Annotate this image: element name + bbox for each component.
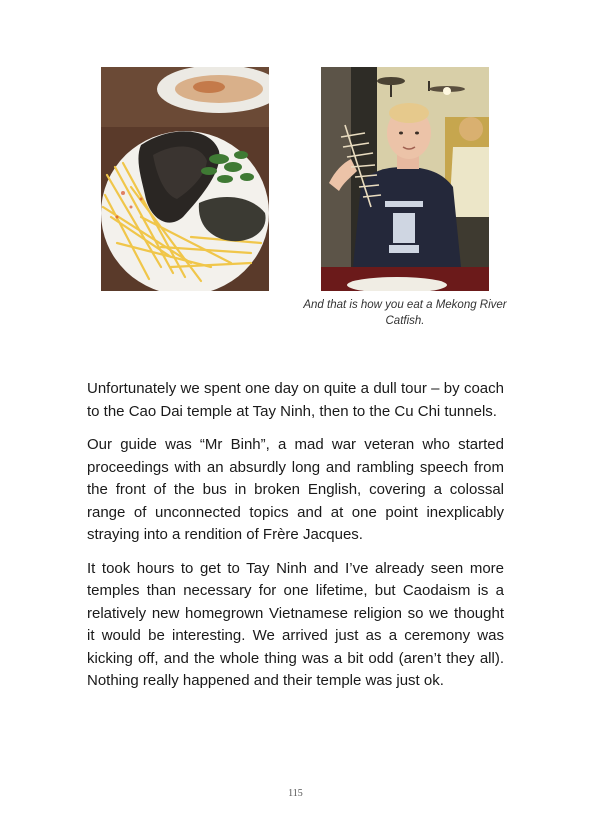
paragraph: It took hours to get to Tay Ninh and I’ve already seen more temples than necessary for one lifetime, but Caodaism is a relatively new homegrown Vietnamese religion so we thought it would be interesting. We arrived just as a ceremony was kicking off, and the whole thing was a bit odd (aren’t they all). Nothing really happened and their temple was just ok.: [87, 559, 504, 689]
catfish-dish-photo: [101, 67, 269, 291]
photo-caption: And that is how you eat a Mekong River Catfish.: [303, 299, 507, 327]
body-text: [87, 378, 504, 704]
paragraph: Unfortunately we spent one day on quite a dull tour – by coach to the Cao Dai temple at Tay Ninh, then to the Cu Chi tunnels.: [87, 380, 504, 420]
paragraph: Our guide was “Mr Binh”, a mad war veteran who started proceedings with an absurdly long and rambling speech from the front of the bus in broken English, covering a colossal range of unconnected topics and at one point inexplicably straying into a rendition of Frère Jacques.: [87, 436, 504, 543]
man-with-fish-skeleton-photo: [321, 67, 489, 291]
catfish-dish-illustration: [101, 67, 269, 291]
page-number: 115: [288, 788, 303, 799]
man-with-fish-skeleton-illustration: [321, 67, 489, 291]
